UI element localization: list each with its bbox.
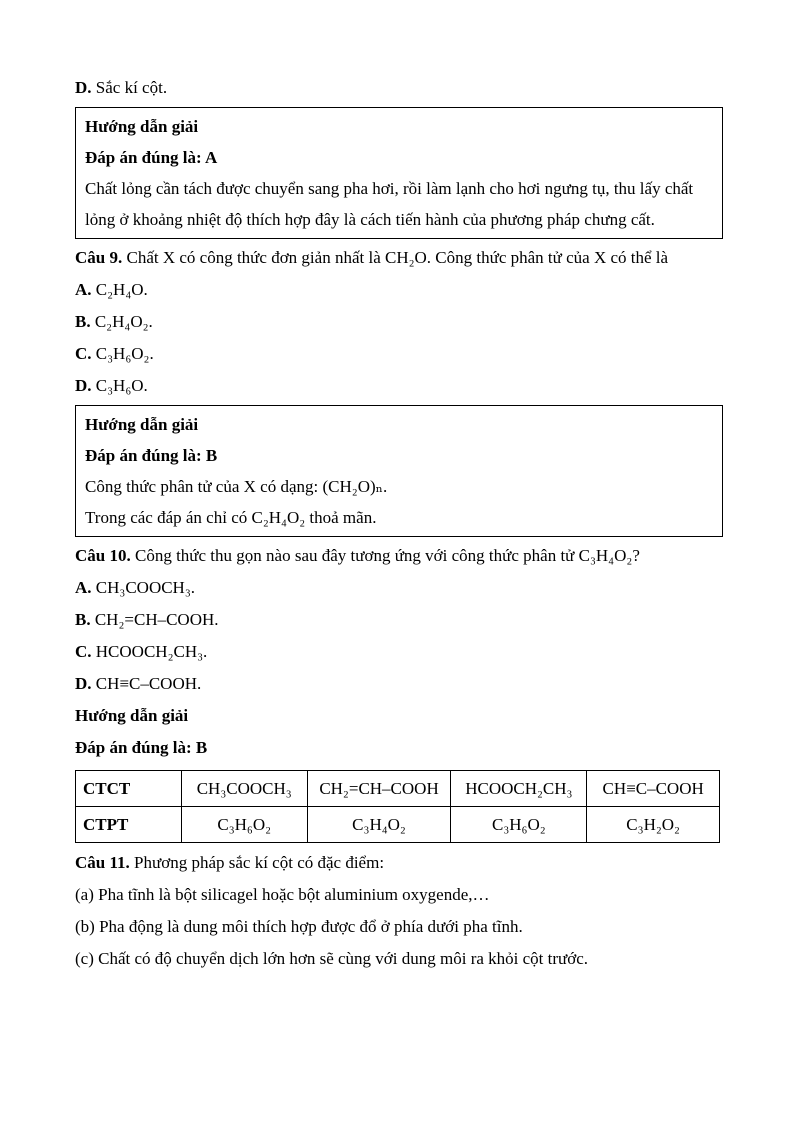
solution-heading: Hướng dẫn giải bbox=[85, 117, 199, 136]
question-11-label: Câu 11. bbox=[75, 853, 130, 872]
option-label: A. bbox=[75, 280, 92, 299]
question-11-statement-b: (b) Pha động là dung môi thích hợp được đổ ở phía dưới pha tĩnh. bbox=[75, 917, 523, 936]
question-11-statement-c: (c) Chất có độ chuyển dịch lớn hơn sẽ cùng với dung môi ra khỏi cột trước. bbox=[75, 949, 589, 968]
option-text: C₃H₆O₂. bbox=[91, 344, 154, 363]
table-row-header: CTPT bbox=[76, 807, 182, 843]
question-10 bbox=[75, 540, 723, 572]
answer-option-d-line bbox=[75, 72, 723, 104]
table-cell: CH≡C–COOH bbox=[587, 771, 720, 807]
question-10-option-a bbox=[75, 572, 723, 604]
table-row-ctpt bbox=[76, 807, 720, 843]
question-9-option-c bbox=[75, 338, 723, 370]
option-label: A. bbox=[75, 578, 92, 597]
option-label: B. bbox=[75, 312, 91, 331]
solution-heading-question-10: Hướng dẫn giải bbox=[75, 706, 189, 725]
question-9-text: Chất X có công thức đơn giản nhất là CH₂O. Công thức phân tử của X có thể là bbox=[122, 248, 669, 267]
question-10-label: Câu 10. bbox=[75, 546, 131, 565]
question-11 bbox=[75, 847, 723, 879]
table-row-ctct bbox=[76, 771, 720, 807]
option-label: D. bbox=[75, 674, 92, 693]
question-10-text: Công thức thu gọn nào sau đây tương ứng với công thức phân tử C₃H₄O₂? bbox=[130, 546, 640, 565]
solution-line-2: Trong các đáp án chỉ có C₂H₄O₂ thoả mãn. bbox=[85, 508, 377, 527]
question-10-option-b bbox=[75, 604, 723, 636]
solution-box-question-8 bbox=[75, 107, 723, 239]
option-text: HCOOCH₂CH₃. bbox=[91, 642, 208, 661]
table-cell: C₃H₂O₂ bbox=[587, 807, 720, 843]
question-11-statement-a: (a) Pha tĩnh là bột silicagel hoặc bột aluminium oxygende,… bbox=[75, 885, 490, 904]
option-text: CH₂=CH–COOH. bbox=[90, 610, 219, 629]
formula-comparison-table bbox=[75, 770, 720, 843]
question-11-text: Phương pháp sắc kí cột có đặc điểm: bbox=[129, 853, 385, 872]
question-9-option-b bbox=[75, 306, 723, 338]
solution-correct-answer: Đáp án đúng là: B bbox=[85, 446, 218, 465]
question-9 bbox=[75, 242, 723, 274]
solution-body-text: Chất lỏng cần tách được chuyển sang pha hơi, rồi làm lạnh cho hơi ngưng tụ, thu lấy chất lỏng ở khoảng nhiệt độ thích hợp đây là cách tiến hành của phương pháp chưng cất. bbox=[85, 179, 694, 229]
question-10-option-c bbox=[75, 636, 723, 668]
solution-correct-answer: Đáp án đúng là: A bbox=[85, 148, 218, 167]
option-text: CH≡C–COOH. bbox=[91, 674, 202, 693]
question-10-option-d bbox=[75, 668, 723, 700]
table-cell: CH₃COOCH₃ bbox=[181, 771, 307, 807]
table-row-header: CTCT bbox=[76, 771, 182, 807]
option-label: D. bbox=[75, 376, 92, 395]
solution-correct-answer-question-10: Đáp án đúng là: B bbox=[75, 738, 208, 757]
option-label: D. bbox=[75, 78, 92, 97]
table-cell: C₃H₆O₂ bbox=[451, 807, 587, 843]
option-label: C. bbox=[75, 344, 92, 363]
option-label: B. bbox=[75, 610, 91, 629]
table-cell: C₃H₄O₂ bbox=[307, 807, 451, 843]
table-cell: CH₂=CH–COOH bbox=[307, 771, 451, 807]
option-text: C₂H₄O₂. bbox=[90, 312, 153, 331]
table-cell: HCOOCH₂CH₃ bbox=[451, 771, 587, 807]
option-text: Sắc kí cột. bbox=[91, 78, 168, 97]
solution-box-question-9 bbox=[75, 405, 723, 537]
solution-heading: Hướng dẫn giải bbox=[85, 415, 199, 434]
question-9-label: Câu 9. bbox=[75, 248, 123, 267]
option-text: CH₃COOCH₃. bbox=[91, 578, 196, 597]
solution-line-1: Công thức phân tử của X có dạng: (CH₂O)ₙ. bbox=[85, 477, 388, 496]
table-cell: C₃H₆O₂ bbox=[181, 807, 307, 843]
option-label: C. bbox=[75, 642, 92, 661]
option-text: C₃H₆O. bbox=[91, 376, 148, 395]
question-9-option-a bbox=[75, 274, 723, 306]
option-text: C₂H₄O. bbox=[91, 280, 148, 299]
question-9-option-d bbox=[75, 370, 723, 402]
